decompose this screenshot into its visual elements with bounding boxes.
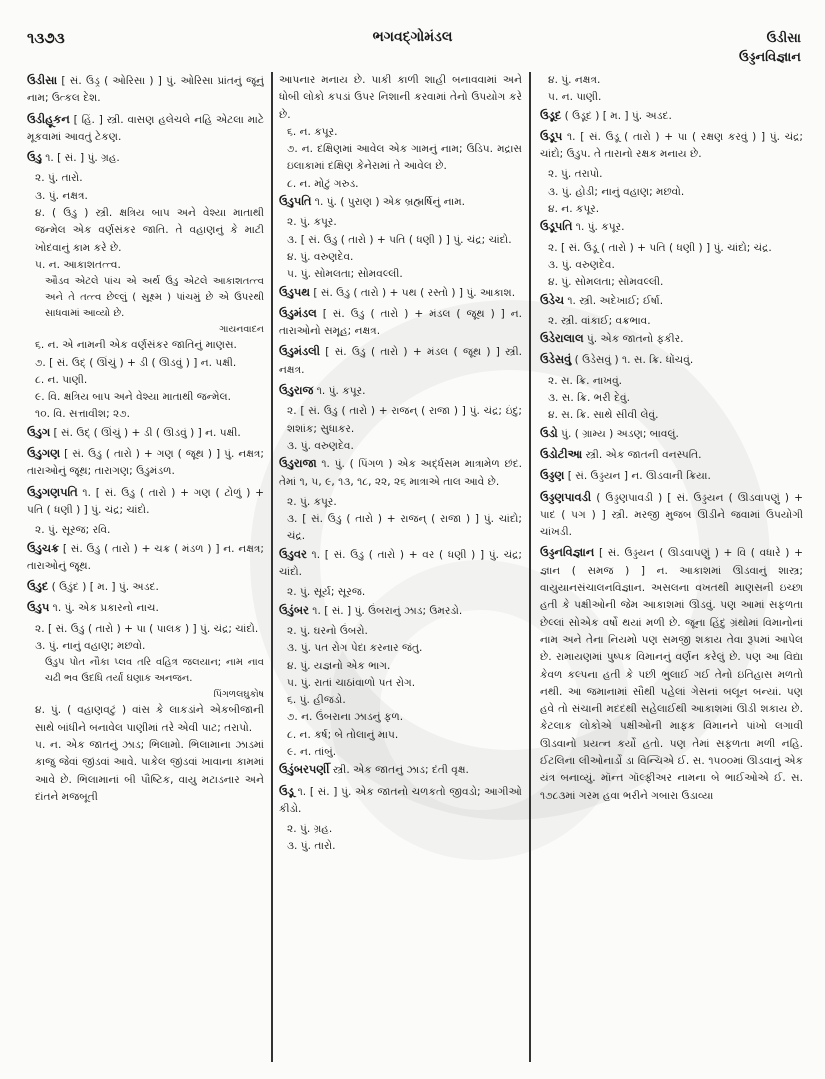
sense-line: ૧૦. વિ. સત્તાવીશ; ૨૭.: [35, 408, 130, 421]
entry-headword: ઉડુરાજા: [279, 456, 317, 471]
dictionary-entry: [27, 72, 264, 108]
quotation-source: પિંગળલઘુકોષ: [213, 689, 264, 701]
entry-definition: ૧. [ સં. ઉડુ ( તારો ) + વર ( ધણી ) ] પું. ચંદ્ર; ચાંદો.: [279, 548, 522, 579]
entry-headword: ઉડુચક્ર: [27, 540, 60, 555]
sense-line: ૭. ન. દક્ષિણમાં આવેલ એક ગામનું નામ; ઉડિપ. મદ્રાસ ઇલાકામાં દક્ષિણ કેનેરામાં તે આવેલ છે.: [287, 143, 522, 173]
entry-headword: ઉડુવર: [279, 546, 307, 561]
sense-line: ૨. પું. ઘરનો ઉંબરો.: [287, 624, 368, 637]
sense-line: ૪. ( ઉડુ ) સ્ત્રી. ક્ષત્રિય બાપ અને વેશ્યા માતાથી જન્મેલ એક વર્ણસંકર જાતિ. તે વહાણનું કે માટી ખોદવાનું કામ કરે છે.: [35, 207, 264, 254]
sense-line: ૪. પું. વરુણદેવ.: [287, 250, 354, 263]
column-divider-right: [529, 72, 531, 1062]
sense-line: ૪. પું. સોમલતા; સોમવલ્લી.: [548, 276, 664, 289]
entry-definition: પું. ( ગ્રામ્ય ) અડણ; બાવલું.: [557, 427, 679, 440]
entry-definition: ( ઉડુંદ ) [ મ. ] પું. અડદ.: [48, 581, 159, 594]
sense-line: ૩. પું. હોડી; નાનું વહાણ; મછવો.: [548, 185, 685, 198]
dictionary-entry: [540, 292, 803, 310]
dictionary-entry: [540, 107, 803, 125]
entry-headword: ઉડૂ: [279, 783, 294, 798]
entry-definition: [ સં. ઉડ્ડયન ] ન. ઊડવાની ક્રિયા.: [564, 470, 711, 483]
sense-line: ૩. પું. તારો.: [287, 840, 336, 853]
sense-line: ૩. પું. નાનું વહાણ; મછવો.: [35, 640, 146, 653]
sense-line: ૨. [ સં. ઉડુ ( તારો ) + પા ( પાલક ) ] પું. ચંદ્ર; ચાંદો.: [35, 622, 259, 635]
entry-headword: ઉડૂદ: [540, 107, 562, 122]
sense-line: ૫. પું. સોમલતા; સોમવલ્લી.: [287, 268, 403, 281]
entry-headword: ઉડુ: [27, 150, 42, 165]
page-number: ૧૩૭૩: [27, 29, 65, 47]
continuation-text: આપનાર મનાય છે. પાકી કાળી શાહી બનાવવામાં અને ધોબી લોકો કપડાં ઉપર નિશાની કરવામાં તેનો ઉપયોગ કરે છે.: [279, 74, 522, 121]
entry-headword: ઉડુંબરપર્ણી: [279, 762, 330, 777]
dictionary-entry: [279, 305, 522, 341]
entry-definition: [ સં. ઉડ્ર ( ઓરિસા ) ] પું. ઓરિસા પ્રાંતનું જૂનું નામ; ઉત્કલ દેશ.: [27, 75, 264, 105]
entry-definition: ૧. સ્ત્રી. અદેખાઈ; ઈર્ષા.: [563, 294, 664, 307]
entry-definition: ( ઉડૂદ ) [ મ. ] પું. અડદ.: [561, 109, 672, 122]
sense-line: ૯. ન. તાંબું.: [287, 745, 337, 758]
dictionary-entry: [27, 578, 264, 596]
dictionary-entry: [279, 761, 522, 779]
entry-definition: ૧. [ સં. ઉડુ ( તારો ) + ગણ ( ટોળું ) + પતિ ( ધણી ) ] પું. ચંદ્ર; ચાંદો.: [27, 486, 264, 516]
dictionary-entry: [540, 330, 803, 348]
sense-line: ૨. સ. ક્રિ. નાખવું.: [548, 374, 623, 387]
entry-headword: ઉડુગણપતિ: [27, 484, 78, 499]
entry-definition: [ સં. ઉડુ ( તારો ) + ચક્ર ( મંડળ ) ] ન. નક્ષત્ર; તારાઓનું જૂથ.: [27, 542, 264, 572]
dictionary-entry: [540, 467, 803, 485]
quotation-source: ગાયનવાદન: [219, 324, 264, 336]
sense-line: ૪. સ. ક્રિ. સાથે સીવી લેવું.: [548, 409, 659, 422]
entry-headword: ઉડુપતિ: [279, 194, 312, 209]
sense-line: ૯. વિ. ક્ષત્રિય બાપ અને વેશ્યા માતાથી જન્મેલ.: [35, 391, 231, 404]
book-title: ભગવદ્ગોમંડલ: [372, 29, 453, 45]
dictionary-entry: [27, 111, 264, 147]
dictionary-column-3: [540, 72, 803, 1067]
entry-definition: ૧. પું. કપૂર.: [572, 221, 625, 234]
dictionary-entry: [540, 446, 803, 464]
sense-line: ૫. પું. રાતાં ચાઠાંવાળો પત રોગ.: [287, 676, 416, 689]
entry-headword: ઉડુગણ: [27, 446, 61, 461]
guide-word-first: ઉડીસા: [766, 31, 801, 46]
guide-word-last: ઉડ્ડનવિજ્ઞાન: [739, 50, 801, 65]
entry-definition: પું. એક જાતનો ફકીર.: [583, 333, 684, 346]
sense-line: ૬. પું. હીજડો.: [287, 694, 346, 707]
sense-line: ૩. સ. ક્રિ. ભરી દેવું.: [548, 392, 630, 405]
sense-line: ૬. ન. કપૂર.: [287, 125, 338, 138]
sense-line: ૨. પું. સૂરજ; રવિ.: [35, 524, 111, 537]
entry-headword: ઉડેચ: [540, 292, 564, 307]
entry-definition: [ હિં. ] સ્ત્રી. વાસણ હલેચલે નહિ એટલા માટે મૂકવામાં આવતું ટેકણ.: [27, 113, 264, 143]
entry-definition: ૧. પું. ( પુરાણ ) એક બ્રહ્મર્ષિનું નામ.: [311, 196, 466, 209]
dictionary-entry: [279, 455, 522, 491]
sense-line: ૩. પું. વરુણદેવ.: [548, 258, 615, 271]
dictionary-entry: [27, 424, 264, 442]
entry-headword: ઉડેસવું: [540, 352, 572, 367]
page-header: [0, 0, 825, 70]
dictionary-entry: [540, 489, 803, 542]
dictionary-entry: [279, 193, 522, 211]
sense-line: ૩. પું. વરુણદેવ.: [287, 439, 354, 452]
entry-headword: ઉડુપથ: [279, 284, 310, 299]
dictionary-entry: [27, 599, 264, 617]
entry-headword: ઉડુમંડલ: [279, 305, 317, 320]
entry-definition: [ સં. ઉડુ ( તારો ) + મંડલ ( જૂથ ) ] ન. તારાઓનો સમૂહ; નક્ષત્ર.: [279, 307, 522, 338]
entry-headword: ઉડૂપતિ: [540, 219, 573, 234]
dictionary-entry: [279, 602, 522, 620]
entry-definition: ૧. પું. એક પ્રકારનો નાચ.: [49, 602, 159, 615]
entry-headword: ઉડ્ડણપાવડી: [540, 489, 592, 504]
sense-line: ૮. ન. પાણી.: [35, 373, 88, 386]
sense-line: ૪. ન. કપૂર.: [548, 203, 600, 216]
sense-line: ૨. [ સં. ઉડુ ( તારો ) + રાજન્ ( રાજા ) ] પું. ચંદ્ર; ઇંદુ; શશાંક; સુધાકર.: [287, 405, 522, 435]
sense-line: ૭. [ સં. ઉદ્ ( ઊંચું ) + ડી ( ઊડવું ) ] ન. પક્ષી.: [35, 356, 237, 369]
sense-line: ૪. પું. યજ્ઞનો એક ભાગ.: [287, 659, 391, 672]
entry-definition: ૧. પું. ( પિંગળ ) એક અર્દ્ધસમ માત્રામેળ છંદ. તેમાં ૧, ૫, ૯, ૧૩, ૧૮, ૨૨, ૨૬ માત્રાએ તાલ આવે છે.: [279, 458, 522, 488]
quotation: ઉડુપ પોત નૌકા પ્લવ તરિ વહિત્ર જલયાન; નામ નાવ ચઢી ભવ ઉદધિ તર્યાં ઘણાક અનજન.: [45, 657, 264, 685]
dictionary-entry: [279, 343, 522, 379]
sense-line: ૭. ન. ઉંબરાના ઝાડનું ફળ.: [287, 711, 404, 724]
dictionary-entry: [279, 284, 522, 302]
guide-words: [739, 29, 801, 67]
dictionary-column-1: [27, 72, 264, 1067]
entry-definition: ( ઉડ્ડણપાવડી ) [ સં. ઉડ્ડયન ( ઊડવાપણું ) + પાદ ( પગ ) ] સ્ત્રી. મરજી મુજબ ઊડીને જવામાં ઉપયોગી ચાંખડી.: [540, 491, 803, 539]
entry-definition: [ સં. ઉડ્ડયન ( ઊડવાપણું ) + વિ ( વધારે ) + જ્ઞાન ( સમજ ) ] ન. આકાશમાં ઊડવાનું શાસ્ત્ર; વાયુયાનસંચાલનવિજ્ઞાન. અસલના વખતથી માણસની ઇચ્છા હતી કે પક્ષીઓની જેમ આકાશમાં ઊડવું. પણ આમાં સફળતા છેલ્લાં સોએક વર્ષો થયાં મળી છે. જૂના હિંદુ ગ્રંથોમાં વિમાનોનાં નામ અને તેના નિયમો પણ સમજી શકાય તેવા રૂપમાં આપેલ છે. રામાયણમાં પુષ્પક વિમાનનું વર્ણન કરેલું છે. પણ આ વિદ્યા કેવળ કલ્પના હતી કે પછી ભુલાઈ ગઈ તેનો ઇતિહાસ મળતો નથી. આ જમાનામાં સૌથી પહેલાં ગેસનાં બલૂન બન્યાં. પણ હવે તો સંચાની મદદથી સહેલાઈથી આકાશમાં ઊડી શકાય છે. કેટલાક લોકોએ પક્ષીઓની માફક વિમાનને પાંખો લગાવી ઊડવાનો પ્રયત્ન કર્યો હતો. પણ તેમાં સફળતા મળી નહિ. ઈટલિના લીઓનાર્ડો ડા વિન્ચિએ ઈ. સ. ૧૫૦૦માં ઊડવાનું એક યંત્ર બનાવ્યું. મૉન્ત ગૉલ્ફીઅર નામના બે ભાઈઓએ ઈ. સ. ૧૭૮૩માં ગરમ હવા ભરીને ગબારા ઉડાવ્યા: [540, 547, 803, 802]
entry-headword: ઉડુમંડલી: [279, 344, 321, 359]
sense-line: ૮. ન. કર્ષ; બે તોલાનું માપ.: [287, 728, 399, 741]
sense-line: ૨. [ સં. ઉડૂ ( તારો ) + પતિ ( ધણી ) ] પું. ચાંદો; ચંદ્ર.: [548, 241, 772, 254]
entry-headword: ઉડુપ: [27, 600, 50, 615]
entry-headword: ઉડો: [540, 425, 558, 440]
dictionary-entry: [279, 382, 522, 400]
dictionary-entry: [540, 425, 803, 443]
entry-definition: ૧. [ સં. ઉડૂ ( તારો ) + પા ( રક્ષણ કરવું ) ] પું. ચંદ્ર; ચાંદો; ઉડુપ. તે તારાનો રક્ષક મનાય છે.: [540, 130, 803, 161]
entry-headword: ઉડુગ: [27, 424, 51, 439]
dictionary-entry: [540, 218, 803, 236]
entry-definition: [ સં. ઉડુ ( તારો ) + ગણ ( જૂથ ) ] પું. નક્ષત્ર; તારાઓનું જૂથ; તારાગણ; ઉડુમંડળ.: [27, 448, 264, 478]
dictionary-column-2: [279, 72, 522, 1067]
entry-definition: સ્ત્રી. એક જાતનું ઝાડ; દંતી વૃક્ષ.: [329, 764, 469, 777]
entry-definition: [ સં. ઉદ્ ( ઊંચું ) + ડી ( ઊડવું ) ] ન. પક્ષી.: [50, 426, 241, 439]
sense-line: ૩. પું. નક્ષત્ર.: [35, 189, 88, 202]
entry-definition: ૧. પું. કપૂર.: [313, 385, 366, 398]
dictionary-entry: [540, 128, 803, 164]
dictionary-entry: [27, 540, 264, 576]
sense-line: ૮. ન. મોટું ગરુડ.: [287, 177, 359, 190]
entry-headword: ઉડુંબર: [279, 602, 309, 617]
dictionary-entry: [540, 351, 803, 369]
entry-headword: ઉડુરાજ: [279, 383, 314, 398]
dictionary-entry: [27, 484, 264, 520]
entry-headword: ઉડીસા: [27, 73, 58, 87]
sense-line: ૨. પું. ગ્રહ.: [287, 823, 333, 836]
sense-line: ૪. પું. ( વહાણવટું ) વાંસ કે લાકડાંને એકબીજાની સાથે બાંધીને બનાવેલ પાણીમાં તરે એવી પાટ; તરાપો.: [35, 704, 264, 734]
entry-headword: ઉડૂપ: [540, 128, 563, 143]
dictionary-entry: [279, 546, 522, 582]
sense-line: ૨. પું. તરાપો.: [548, 168, 603, 181]
entry-headword: ઉડુદ: [27, 579, 49, 594]
entry-headword: ઉડોટીઆ: [540, 446, 583, 461]
dictionary-entry: [27, 149, 264, 167]
dictionary-entry: [279, 783, 522, 819]
sense-line: ૨. પું. તારો.: [35, 172, 83, 185]
sense-line: ૨. પું. કપૂર.: [287, 216, 337, 229]
sense-line: ૫. ન. પાણી.: [548, 91, 602, 104]
entry-headword: ઉડીહૂકન: [27, 111, 70, 126]
quotation: ઔડવ એટલે પાંચ એ અર્થ ઉડુ એટલે આકાશતત્ત્વ અને તે તત્ત્વ છેલ્લું ( સૂક્ષ્મ ) પાંચમું છે એ ઉપરથી સાધવામાં આવ્યો છે.: [45, 276, 264, 320]
sense-line: ૫. ન. આકાશતત્ત્વ.: [35, 258, 121, 271]
sense-line: ૨. સ્ત્રી. વાંકાઈ; વક્રભાવ.: [548, 314, 651, 327]
sense-line: ૨. પું. સૂર્ય; સૂરજ.: [287, 586, 366, 599]
dictionary-entry: [27, 445, 264, 481]
dictionary-entry: [540, 544, 803, 804]
entry-definition: ૧. [ સં. ] પું. એક જાતનો ચળકતો જીવડો; આગીઓ કીડો.: [279, 785, 522, 815]
entry-definition: [ સં. ઉડુ ( તારો ) + પથ ( રસ્તો ) ] પું. આકાશ.: [310, 286, 516, 299]
sense-line: ૫. ન. એક જાતનું ઝાડ; ભિલામો. ભિલામાના ઝાડમાં કાજુ જેવાં જીંડવાં આવે. પાકેલ જીંડવાં ખાવાના કામમાં આવે છે. ભિલામાનાં બી પૌષ્ટિક, વાયુ મટાડનાર અને દાંતને મજબૂતી: [35, 738, 264, 803]
entry-definition: ૧. [ સં. ] પું. ગ્રહ.: [41, 152, 120, 165]
sense-line: ૨. પું. કપૂર.: [287, 495, 337, 508]
entry-headword: ઉડેરાલાલ: [540, 331, 584, 346]
sense-line: ૩. પું. પત રોગ પેદા કરનાર જંતુ.: [287, 642, 423, 655]
entry-headword: ઉડ્ડણ: [540, 468, 565, 483]
entry-headword: ઉડ્ડનવિજ્ઞાન: [540, 545, 595, 560]
entry-definition: સ્ત્રી. એક જાતની વનસ્પતિ.: [582, 448, 702, 461]
entry-definition: [ સં. ઉડુ ( તારો ) + મંડલ ( જૂથ ) ] સ્ત્રી. નક્ષત્ર.: [279, 346, 522, 376]
column-divider-left: [271, 72, 273, 1062]
sense-line: ૬. ન. એ નામની એક વર્ણસંકર જાતિનું માણસ.: [35, 339, 237, 352]
entry-definition: ( ઉડેસવું ) ૧. સ. ક્રિ. ધોંચવું.: [571, 354, 694, 367]
sense-line: ૩. [ સં. ઉડુ ( તારો ) + રાજન્ ( રાજા ) ] પું. ચાંદો; ચંદ્ર.: [287, 513, 522, 543]
sense-line: ૪. પું. નક્ષત્ર.: [548, 74, 601, 86]
sense-line: ૩. [ સં. ઉડુ ( તારો ) + પતિ ( ધણી ) ] પું. ચંદ્ર; ચાંદો.: [287, 233, 512, 246]
entry-definition: ૧. [ સં. ] પું. ઉંબરાનું ઝાડ; ઉમરડો.: [308, 604, 463, 617]
